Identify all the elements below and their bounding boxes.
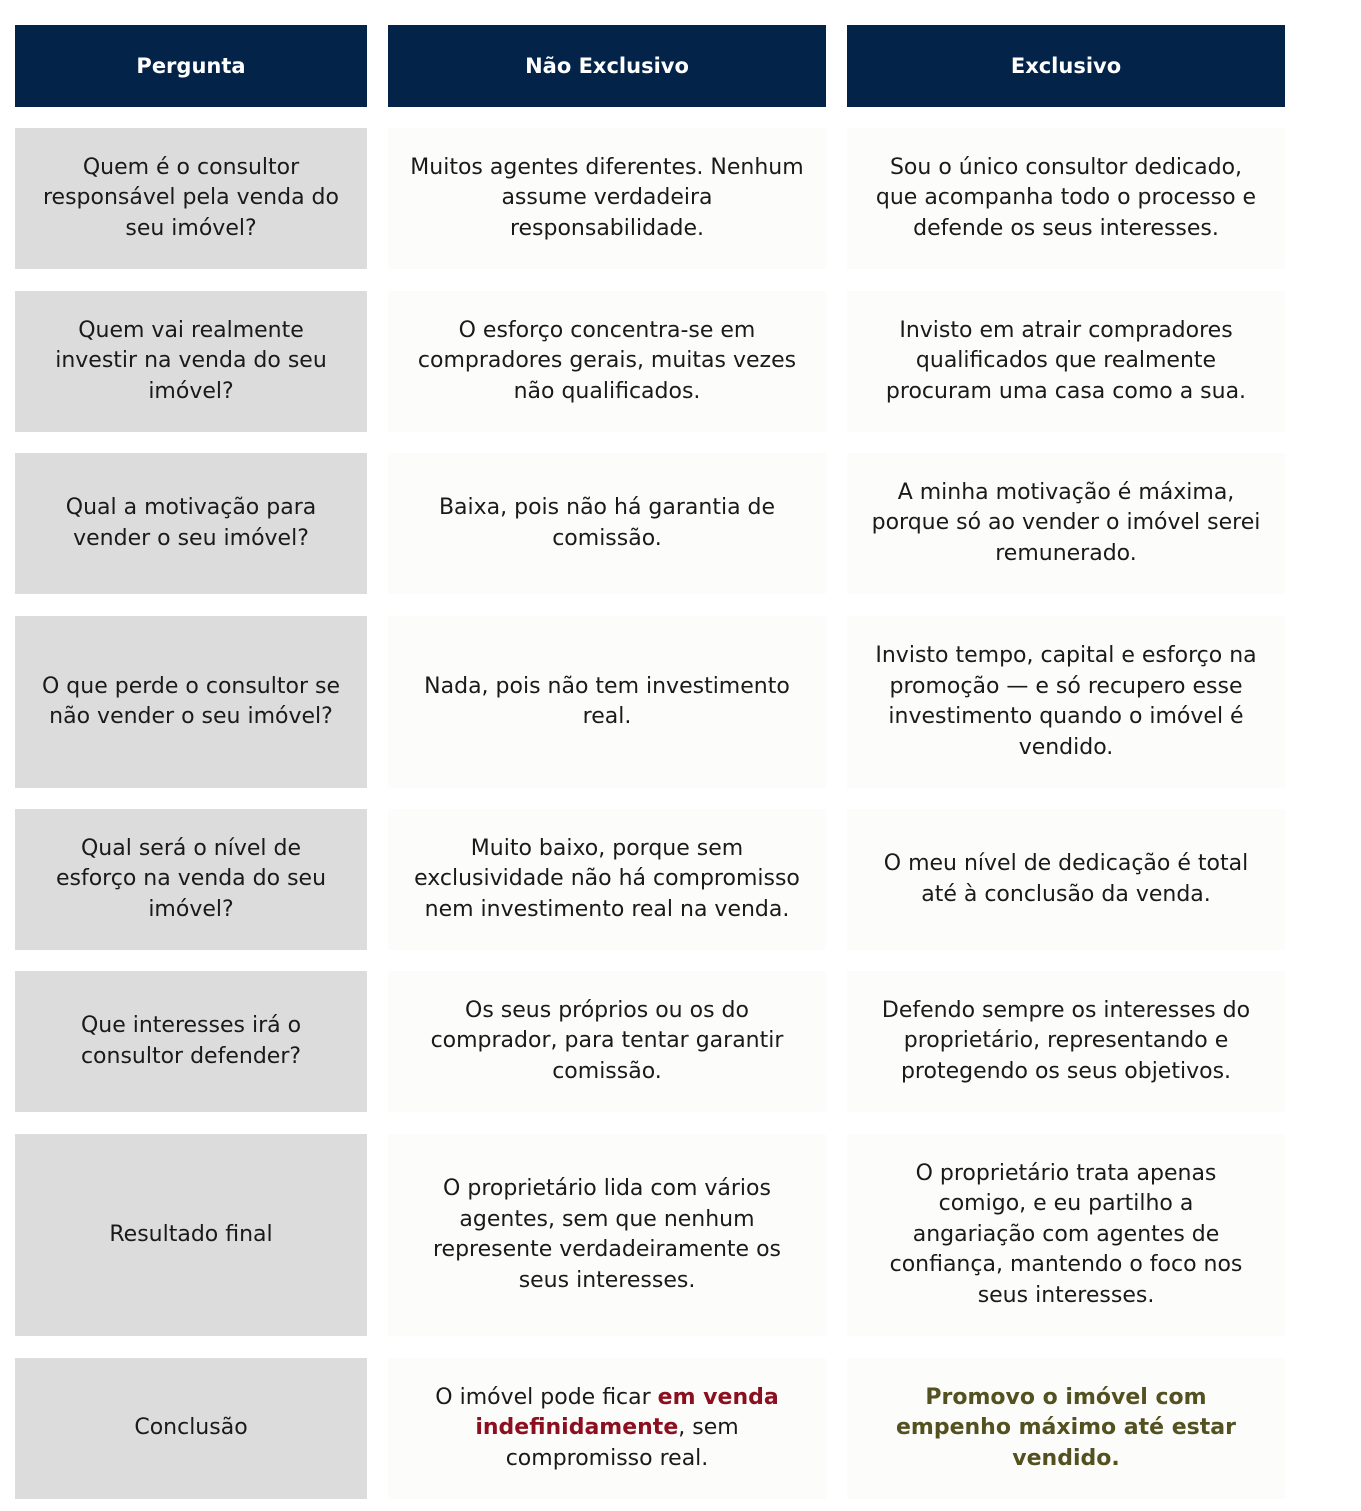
question-cell: Conclusão [15, 1358, 367, 1499]
question-cell: O que perde o consultor se não vender o seu imóvel? [15, 616, 367, 788]
non-exclusive-cell: O proprietário lida com vários agentes, sem que nenhum represente verdadeiramente os seus interesses. [388, 1134, 826, 1336]
exclusive-cell: Sou o único consultor dedicado, que acompanha todo o processo e defende os seus interesses. [847, 128, 1285, 269]
conclusion-highlight: em venda indefinidamente [475, 1384, 779, 1441]
question-cell: Qual a motivação para vender o seu imóvel? [15, 453, 367, 594]
conclusion-prefix: O imóvel pode ficar [435, 1384, 651, 1410]
conclusion-non-exclusive-text [428, 1383, 786, 1475]
non-exclusive-cell: Baixa, pois não há garantia de comissão. [388, 453, 826, 594]
non-exclusive-cell: Muitos agentes diferentes. Nenhum assume verdadeira responsabilidade. [388, 128, 826, 269]
conclusion-suffix: , sem compromisso real. [505, 1415, 739, 1471]
question-cell: Que interesses irá o consultor defender? [15, 971, 367, 1112]
exclusive-cell: Promovo o imóvel com empenho máximo até estar vendido. [847, 1358, 1285, 1499]
exclusive-cell: O proprietário trata apenas comigo, e eu partilho a angariação com agentes de confiança, mantendo o foco nos seus interesses. [847, 1134, 1285, 1336]
header-exclusive: Exclusivo [847, 25, 1285, 107]
exclusive-cell: Defendo sempre os interesses do proprietário, representando e protegendo os seus objetivos. [847, 971, 1285, 1112]
header-question: Pergunta [15, 25, 367, 107]
non-exclusive-cell: Os seus próprios ou os do comprador, para tentar garantir comissão. [388, 971, 826, 1112]
non-exclusive-cell: Muito baixo, porque sem exclusividade não há compromisso nem investimento real na venda. [388, 809, 826, 950]
question-cell: Qual será o nível de esforço na venda do seu imóvel? [15, 809, 367, 950]
exclusive-cell: Invisto em atrair compradores qualificados que realmente procuram uma casa como a sua. [847, 291, 1285, 432]
question-cell: Quem vai realmente investir na venda do seu imóvel? [15, 291, 367, 432]
exclusive-cell: A minha motivação é máxima, porque só ao vender o imóvel serei remunerado. [847, 453, 1285, 594]
non-exclusive-cell: Nada, pois não tem investimento real. [388, 616, 826, 788]
exclusive-cell: Invisto tempo, capital e esforço na promoção — e só recupero esse investimento quando o imóvel é vendido. [847, 616, 1285, 788]
question-cell: Resultado final [15, 1134, 367, 1336]
exclusive-cell: O meu nível de dedicação é total até à conclusão da venda. [847, 809, 1285, 950]
non-exclusive-cell [388, 1358, 826, 1499]
header-non-exclusive: Não Exclusivo [388, 25, 826, 107]
question-cell: Quem é o consultor responsável pela venda do seu imóvel? [15, 128, 367, 269]
non-exclusive-cell: O esforço concentra-se em compradores gerais, muitas vezes não qualificados. [388, 291, 826, 432]
